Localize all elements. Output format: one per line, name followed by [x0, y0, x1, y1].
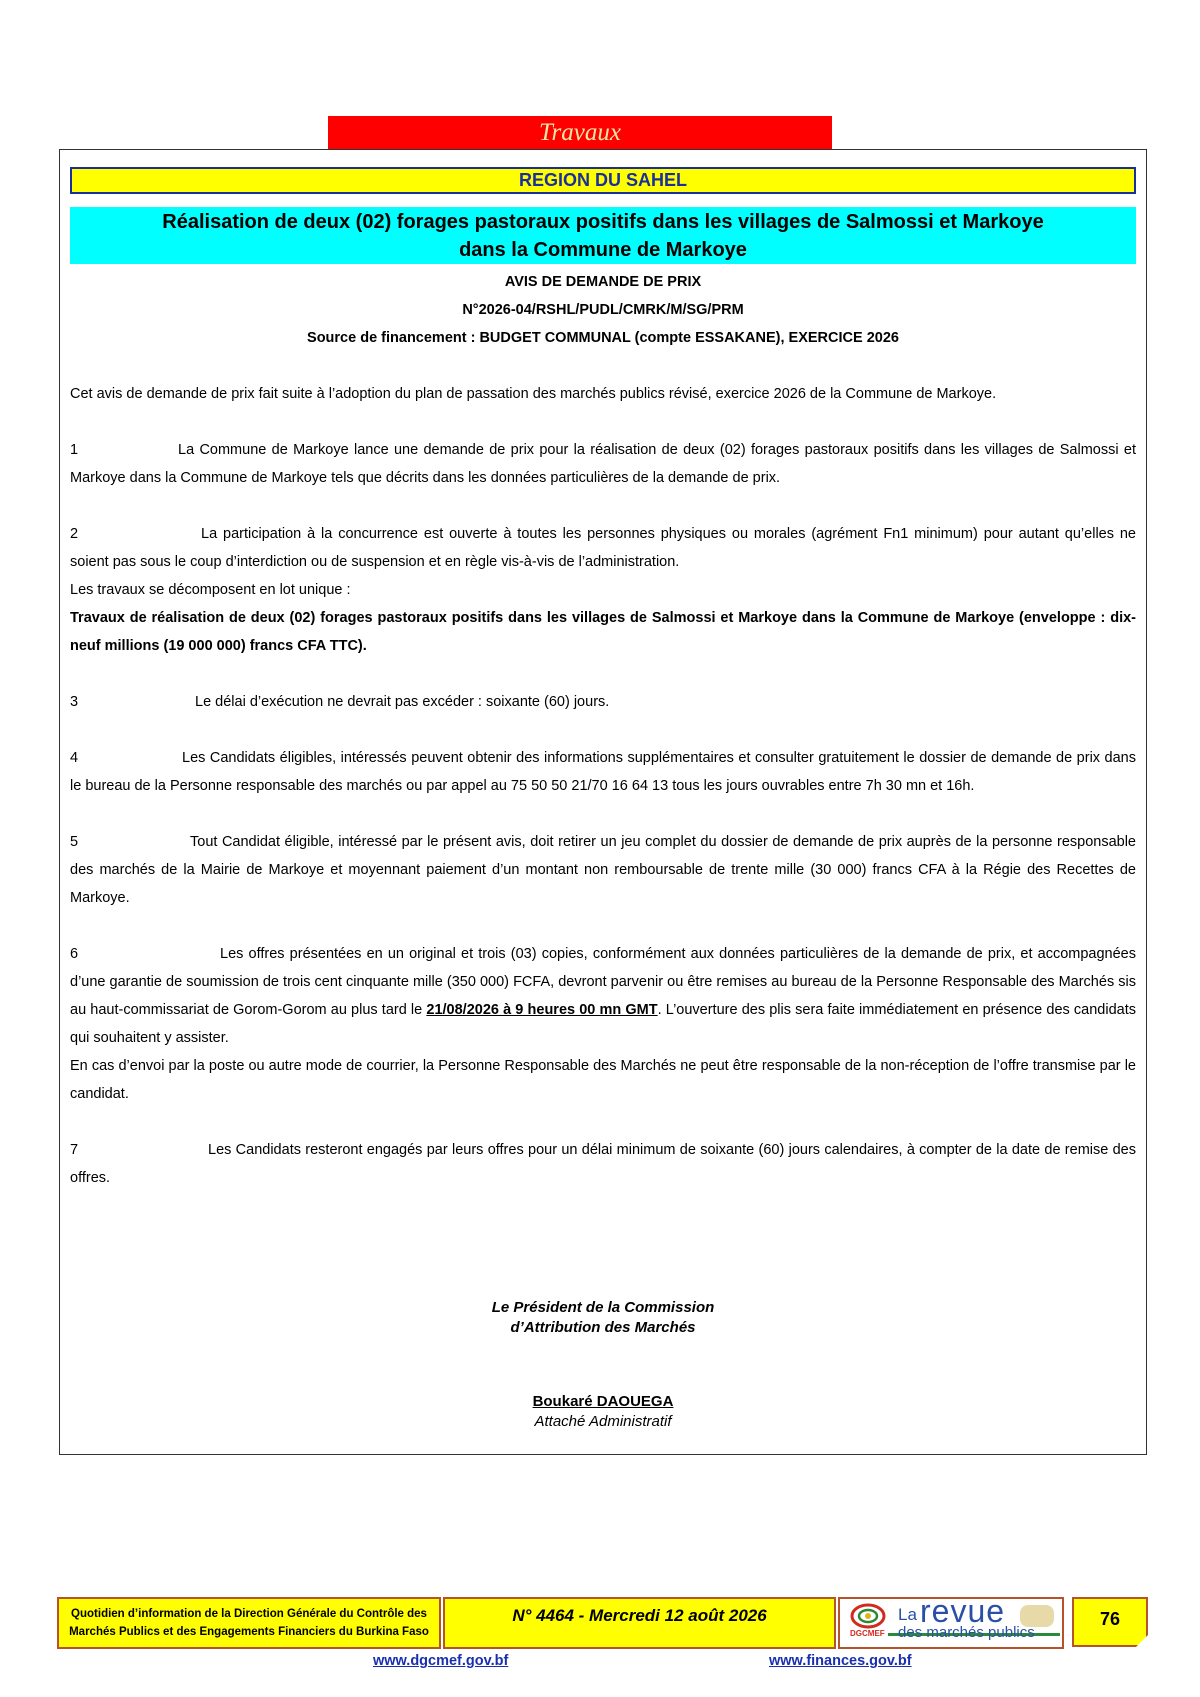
signature-role-line1: Le Président de la Commission: [491, 1299, 715, 1316]
signatory-name: Boukaré DAOUEGA: [532, 1393, 674, 1410]
paragraph-5: [70, 828, 1136, 912]
paragraph-3: [70, 688, 1136, 716]
paragraph-text: Le délai d’exécution ne devrait pas excéder : soixante (60) jours.: [195, 694, 610, 710]
page-corner-fold: [1136, 1635, 1148, 1647]
signatory-position: Attaché Administratif: [534, 1413, 672, 1430]
dgcmef-link[interactable]: www.dgcmef.gov.bf: [373, 1653, 509, 1669]
paragraph-1: [70, 436, 1136, 492]
intro-paragraph: Cet avis de demande de prix fait suite à l’adoption du plan de passation des marchés publics révisé, exercice 2026 de la Commune de Markoye.: [70, 386, 997, 402]
paragraph-text: La Commune de Markoye lance une demande de prix pour la réalisation de deux (02) forages pastoraux positifs dans les villages de Salmossi et Markoye dans la Commune de Markoye tels que décrits dans les données particulières de la demande de prix.: [70, 442, 1136, 486]
logo-revue: revue: [920, 1593, 1006, 1629]
publisher-info: [57, 1597, 441, 1649]
logo-la: La: [898, 1605, 917, 1624]
paragraph-number: 3: [70, 694, 79, 710]
paragraph-text: La participation à la concurrence est ouverte à toutes les personnes physiques ou morales (agrément Fn1 minimum) pour autant qu’elles ne soient pas sous le coup d’interdiction ou de suspension et en règle vis-à-vis de l’administration.: [70, 526, 1136, 570]
paragraph-text: Tout Candidat éligible, intéressé par le présent avis, doit retirer un jeu complet du dossier de demande de prix auprès de la personne responsable des marchés de la Mairie de Markoye et moyennant paiement d’un montant non remboursable de trente mille (30 000) francs CFA à la Régie des Recettes de Markoye.: [70, 834, 1136, 906]
paragraph-4: [70, 744, 1136, 800]
paragraph-text: Les Candidats resteront engagés par leurs offres pour un délai minimum de soixante (60) jours calendaires, à compter de la date de remise des offres.: [70, 1142, 1136, 1186]
paragraph-number: 5: [70, 834, 79, 850]
signature-role-line2: d’Attribution des Marchés: [510, 1319, 696, 1336]
paragraph-text-end: . L’ouverture des plis sera faite immédiatement en présence des candidats qui souhaitent y assister.: [70, 1002, 1136, 1046]
publisher-line1: Quotidien d’information de la Direction Générale du Contrôle des: [71, 1608, 427, 1620]
lot-intro: Les travaux se décomposent en lot unique :: [70, 582, 351, 598]
paragraph-number: 1: [70, 442, 79, 458]
paragraph-text: Les Candidats éligibles, intéressés peuvent obtenir des informations supplémentaires et consulter gratuitement le dossier de demande de prix dans le bureau de la Personne responsable des marchés ou par appel au 75 50 50 21/70 16 64 13 tous les jours ouvrables entre 7h 30 mn et 16h.: [70, 750, 1136, 794]
paragraph-number: 4: [70, 750, 79, 766]
paragraph-number: 2: [70, 526, 79, 542]
paragraph-number: 6: [70, 946, 79, 962]
section-tab: Travaux: [328, 116, 832, 150]
paragraph-2: [70, 520, 1136, 576]
notice-reference: N°2026-04/RSHL/PUDL/CMRK/M/SG/PRM: [462, 302, 744, 318]
page-number: [1072, 1597, 1148, 1647]
signature-role: [350, 1298, 856, 1338]
paragraph-7: [70, 1136, 1136, 1192]
region-banner: REGION DU SAHEL: [70, 167, 1136, 194]
publisher-line2: Marchés Publics et des Engagements Financiers du Burkina Faso: [69, 1626, 429, 1638]
notice-type: AVIS DE DEMANDE DE PRIX: [504, 274, 702, 290]
notice-title-line2: dans la Commune de Markoye: [459, 239, 747, 261]
notice-title-line1: Réalisation de deux (02) forages pastoraux positifs dans les villages de Salmossi et Markoye: [162, 211, 1044, 233]
postal-note: En cas d’envoi par la poste ou autre mode de courrier, la Personne Responsable des Marchés ne peut être responsable de la non-réception de l’offre transmise par le candidat.: [70, 1058, 1136, 1102]
issue-info: N° 4464 - Mercredi 12 août 2026: [443, 1597, 836, 1649]
finances-link[interactable]: www.finances.gov.bf: [769, 1653, 912, 1669]
logo-subtitle: des marchés publics: [898, 1624, 1035, 1641]
revue-logo: [838, 1593, 1064, 1649]
notice-body: [70, 380, 1136, 1192]
paragraph-text: Les offres présentées en un original et trois (03) copies, conformément aux données particulières de la demande de prix, et accompagnées d’une garantie de soumission de trois cent cinquante mille (350 000) FCFA, devront parvenir ou être remises au bureau de la Personne Responsable des Marchés sis au haut-commissariat de Gorom-Gorom au plus tard le: [70, 946, 1136, 1018]
paragraph-6: [70, 940, 1136, 1052]
lot-description: Travaux de réalisation de deux (02) forages pastoraux positifs dans les villages de Salmossi et Markoye dans la Commune de Markoye (enveloppe : dix-neuf millions (19 000 000) francs CFA TTC).: [70, 610, 1136, 654]
notice-title: [70, 207, 1136, 264]
signatory: [350, 1392, 856, 1432]
funding-source: Source de financement : BUDGET COMMUNAL (compte ESSAKANE), EXERCICE 2026: [307, 330, 899, 346]
paragraph-number: 7: [70, 1142, 79, 1158]
submission-deadline: 21/08/2026 à 9 heures 00 mn GMT: [426, 1002, 658, 1018]
page-number-value: 76: [1099, 1609, 1121, 1629]
dgcmef-label: DGCMEF: [850, 1629, 885, 1638]
